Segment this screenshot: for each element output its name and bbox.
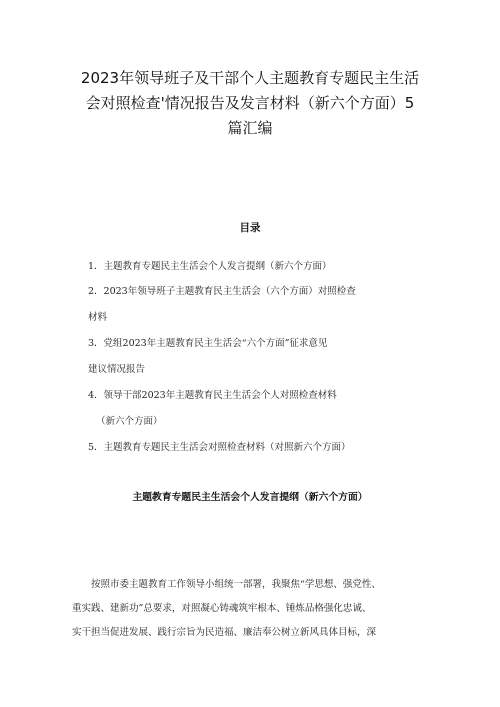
toc-item-5: 5．主题教育专题民主生活会对照检查材料（对照新六个方面） bbox=[88, 442, 351, 453]
paragraph-line-1: 按照市委主题教育工作领导小组统一部署，我聚焦“学思想、强党性、 bbox=[91, 579, 381, 590]
toc-item-2: 2．2023年领导班子主题教育民主生活会（六个方面）对照检查 bbox=[88, 286, 356, 297]
toc-item-4: 4．领导干部2023年主题教育民主生活会个人对照检查材料 bbox=[88, 390, 337, 401]
toc-item-1: 1．主题教育专题民主生活会个人发言提纲（新六个方面） bbox=[88, 261, 332, 272]
document-title bbox=[60, 66, 440, 141]
section-heading: 主题教育专题民主生活会个人发言提纲（新六个方面） bbox=[132, 492, 368, 503]
paragraph-line-3: 实干担当促进发展、践行宗旨为民造福、廉洁奉公树立新风具体目标，深 bbox=[72, 627, 377, 638]
toc-item-2-continued: 材料 bbox=[88, 312, 108, 323]
toc-item-4-continued: （新六个方面） bbox=[96, 416, 163, 427]
title-line-2: 会对照检查'情况报告及发言材料（新六个方面）5 bbox=[85, 94, 415, 112]
toc-heading: 目录 bbox=[239, 222, 261, 234]
toc-item-3-continued: 建议情况报告 bbox=[88, 364, 146, 375]
title-line-3: 篇汇编 bbox=[227, 119, 273, 137]
title-line-1: 2023年领导班子及干部个人主题教育专题民主生活 bbox=[80, 69, 420, 87]
paragraph-line-2: 重实践、建新功”总要求，对照凝心铸魂筑牢根本、锤炼品格强化忠诚、 bbox=[72, 603, 372, 614]
toc-item-3: 3．党组2023年主题教育民主生活会“六个方面”征求意见 bbox=[88, 338, 328, 349]
